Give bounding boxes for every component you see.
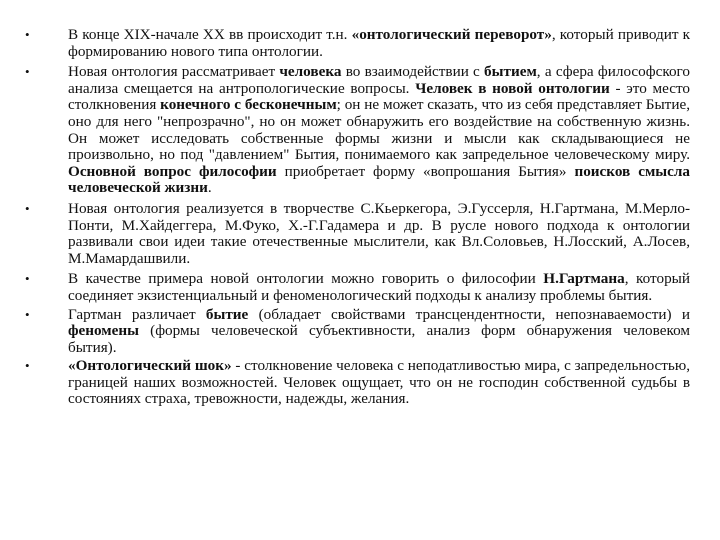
bullet-icon: • (25, 27, 30, 42)
emphasis-text: Основной вопрос философии (68, 162, 277, 180)
bullet-list (22, 27, 690, 412)
list-item (22, 201, 690, 267)
paragraph-text: Гартман различает (68, 305, 206, 323)
paragraph-text: , а сфера философского анализа смещается на антропологические вопросы. (68, 63, 690, 97)
emphasis-text: бытие (205, 305, 249, 323)
paragraph-text: приобретает форму «вопрошания Бытия» (276, 162, 575, 180)
emphasis-text: человека (279, 63, 342, 81)
emphasis-text: «онтологический переворот» (351, 26, 552, 43)
bullet-icon: • (25, 358, 30, 374)
paragraph-text: Новая онтология рассматривает (68, 63, 280, 81)
paragraph-text: Новая онтология реализуется в творчестве С.Кьеркегора, Э.Гуссерля, Н.Гартмана, М.Мерло-Понти, М.Хайдеггера, М.Фуко, Х.-Г.Гадамера и др. В русле нового подхода к онтологии развивали свои идеи такие отечественные мыслители, как Вл.Соловьев, Н.Лосский, А.Лосев, М.Мамардашвили. (68, 199, 690, 267)
emphasis-text: феномены (68, 322, 139, 340)
list-item (22, 64, 690, 197)
paragraph-text: - столкновение человека с неподатливостью мира, с запредельностью, границей наших возможностей. Человек ощущает, что он не господин собственной судьбы в состояниях страха, тревожности, надежды, желания. (68, 357, 690, 408)
bullet-icon: • (25, 271, 30, 287)
paragraph-text: , который соединяет экзистенциальный и феноменологический подходы к анализу проблемы бытия. (68, 270, 690, 304)
list-item (22, 358, 690, 408)
bullet-icon: • (25, 200, 30, 216)
list-item (22, 27, 690, 60)
paragraph-text: В конце XIX-начале XX вв происходит т.н. (68, 26, 352, 43)
emphasis-text: бытием (484, 63, 537, 81)
paragraph-text: . (207, 179, 212, 197)
emphasis-text: конечного с бесконечным (160, 96, 337, 114)
paragraph-text: , который приводит к формированию нового типа онтологии. (68, 26, 690, 60)
emphasis-text: «Онтологический шок» (68, 357, 232, 375)
paragraph-text: во взаимодействии с (341, 63, 485, 81)
paragraph-text: - это место столкновения (68, 79, 691, 114)
emphasis-text: Человек в новой онтологии (415, 79, 610, 97)
list-item (22, 271, 690, 304)
paragraph-text: ; он не может сказать, что из себя представляет Бытие, оно для него "непрозрачно", но он может обнаружить его воздействие на собственную жизнь. Он может исследовать собственные формы жизни и мысли как складывающиеся не произвольно, но под "давлением" Бытия, понимаемого как запредельное человеческому миру. (68, 96, 690, 164)
paragraph-text: В качестве примера новой онтологии можно говорить о философии (68, 270, 544, 288)
list-item (22, 307, 690, 357)
paragraph-text: (формы человеческой субъективности, анализ форм обнаружения человеком бытия). (68, 322, 690, 356)
emphasis-text: поисков смысла человеческой жизни (68, 162, 690, 197)
paragraph-text: (обладает свойствами трансцендентности, непознаваемости) и (248, 305, 690, 323)
emphasis-text: Н.Гартмана (543, 270, 625, 288)
bullet-icon: • (25, 64, 30, 80)
bullet-icon: • (25, 306, 30, 322)
